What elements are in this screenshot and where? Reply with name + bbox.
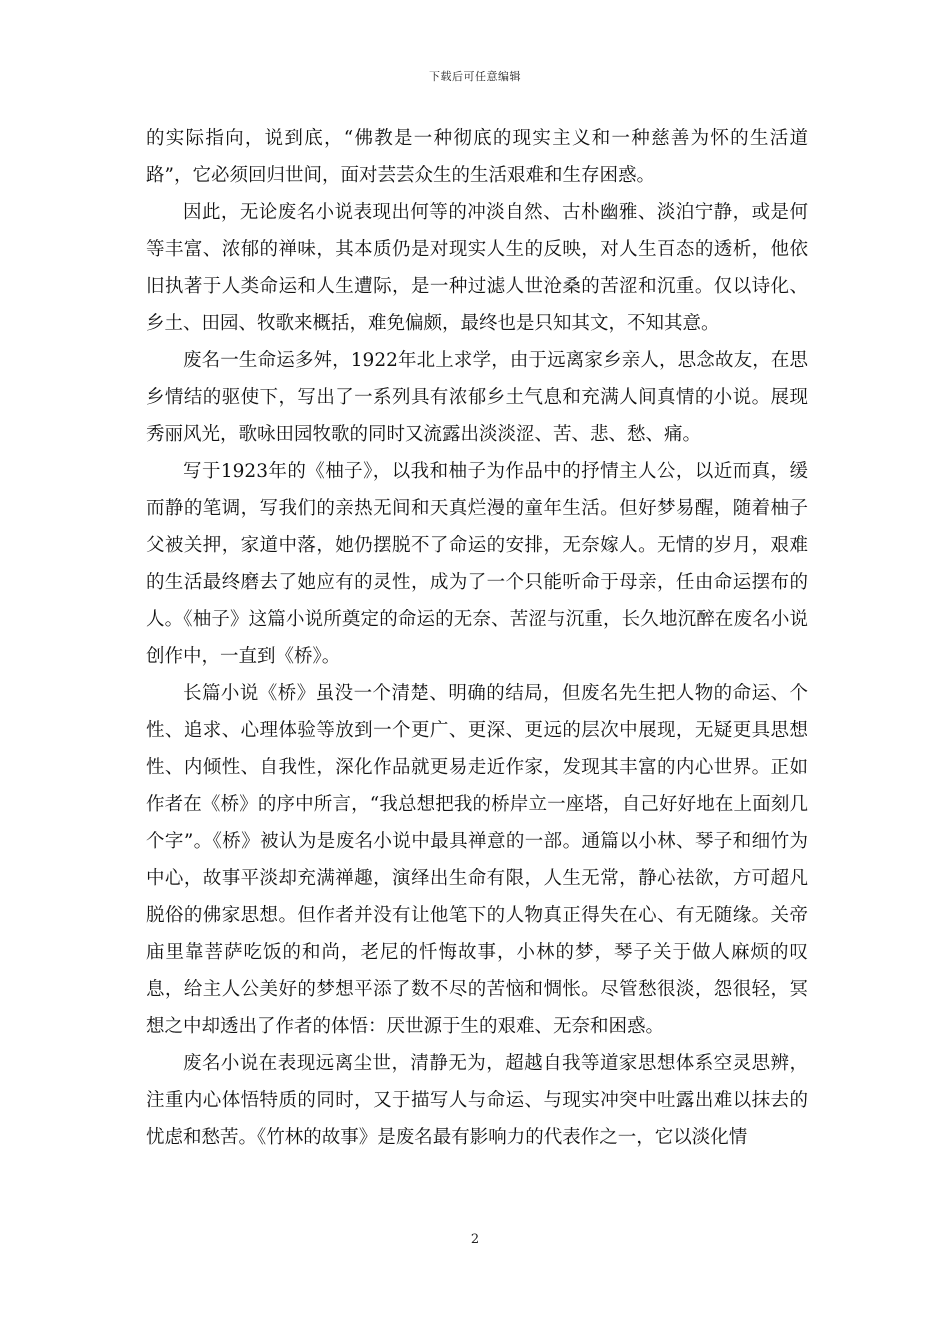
paragraph-5: 长篇小说《桥》虽没一个清楚、明确的结局，但废名先生把人物的命运、个性、追求、心理体验等放到一个更广、更深、更远的层次中展现，无疑更具思想性、内倾性、自我性，深化作品就更易走近作家，发现其丰富的内心世界。正如作者在《桥》的序中所言，“我总想把我的桥岸立一座塔，自己好好地在上面刻几个字”。《桥》被认为是废名小说中最具禅意的一部。通篇以小林、琴子和细竹为中心，故事平淡却充满禅趣，演绎出生命有限，人生无常，静心祛欲，方可超凡脱俗的佛家思想。但作者并没有让他笔下的人物真正得失在心、有无随缘。关帝庙里靠菩萨吃饭的和尚，老尼的忏悔故事，小林的梦，琴子关于做人麻烦的叹息，给主人公美好的梦想平添了数不尽的苦恼和惆怅。尽管愁很淡，怨很轻，冥想之中却透出了作者的体悟：厌世源于生的艰难、无奈和困惑。 [146, 683, 808, 1037]
paragraph-6: 废名小说在表现远离尘世，清静无为，超越自我等道家思想体系空灵思辨，注重内心体悟特质的同时，又于描写人与命运、与现实冲突中吐露出难以抹去的忧虑和愁苦。《竹林的故事》是废名最有影响力的代表作之一，它以淡化情 [146, 1053, 808, 1148]
paragraph-2: 因此，无论废名小说表现出何等的冲淡自然、古朴幽雅、淡泊宁静，或是何等丰富、浓郁的禅味，其本质仍是对现实人生的反映，对人生百态的透析，他依旧执著于人类命运和人生遭际，是一种过滤人世沧桑的苦涩和沉重。仅以诗化、乡土、田园、牧歌来概括，难免偏颇，最终也是只知其文，不知其意。 [146, 202, 808, 334]
body-text [146, 120, 808, 1156]
paragraph-4: 写于1923年的《柚子》，以我和柚子为作品中的抒情主人公，以近而真，缓而静的笔调，写我们的亲热无间和天真烂漫的童年生活。但好梦易醒，随着柚子父被关押，家道中落，她仍摆脱不了命运的安排，无奈嫁人。无情的岁月，艰难的生活最终磨去了她应有的灵性，成为了一个只能听命于母亲，任由命运摆布的人。《柚子》这篇小说所奠定的命运的无奈、苦涩与沉重，长久地沉醉在废名小说创作中，一直到《桥》。 [146, 461, 808, 667]
page-number: 2 [470, 1232, 480, 1247]
paragraph-3: 废名一生命运多舛，1922年北上求学，由于远离家乡亲人，思念故友，在思乡情结的驱使下，写出了一系列具有浓郁乡土气息和充满人间真情的小说。展现秀丽风光，歌咏田园牧歌的同时又流露出淡淡涩、苦、悲、愁、痛。 [146, 350, 808, 445]
paragraph-1: 的实际指向，说到底，“佛教是一种彻底的现实主义和一种慈善为怀的生活道路”，它必须回归世间，面对芸芸众生的生活艰难和生存困惑。 [146, 128, 808, 186]
page-header: 下载后可任意编辑 [429, 70, 521, 83]
